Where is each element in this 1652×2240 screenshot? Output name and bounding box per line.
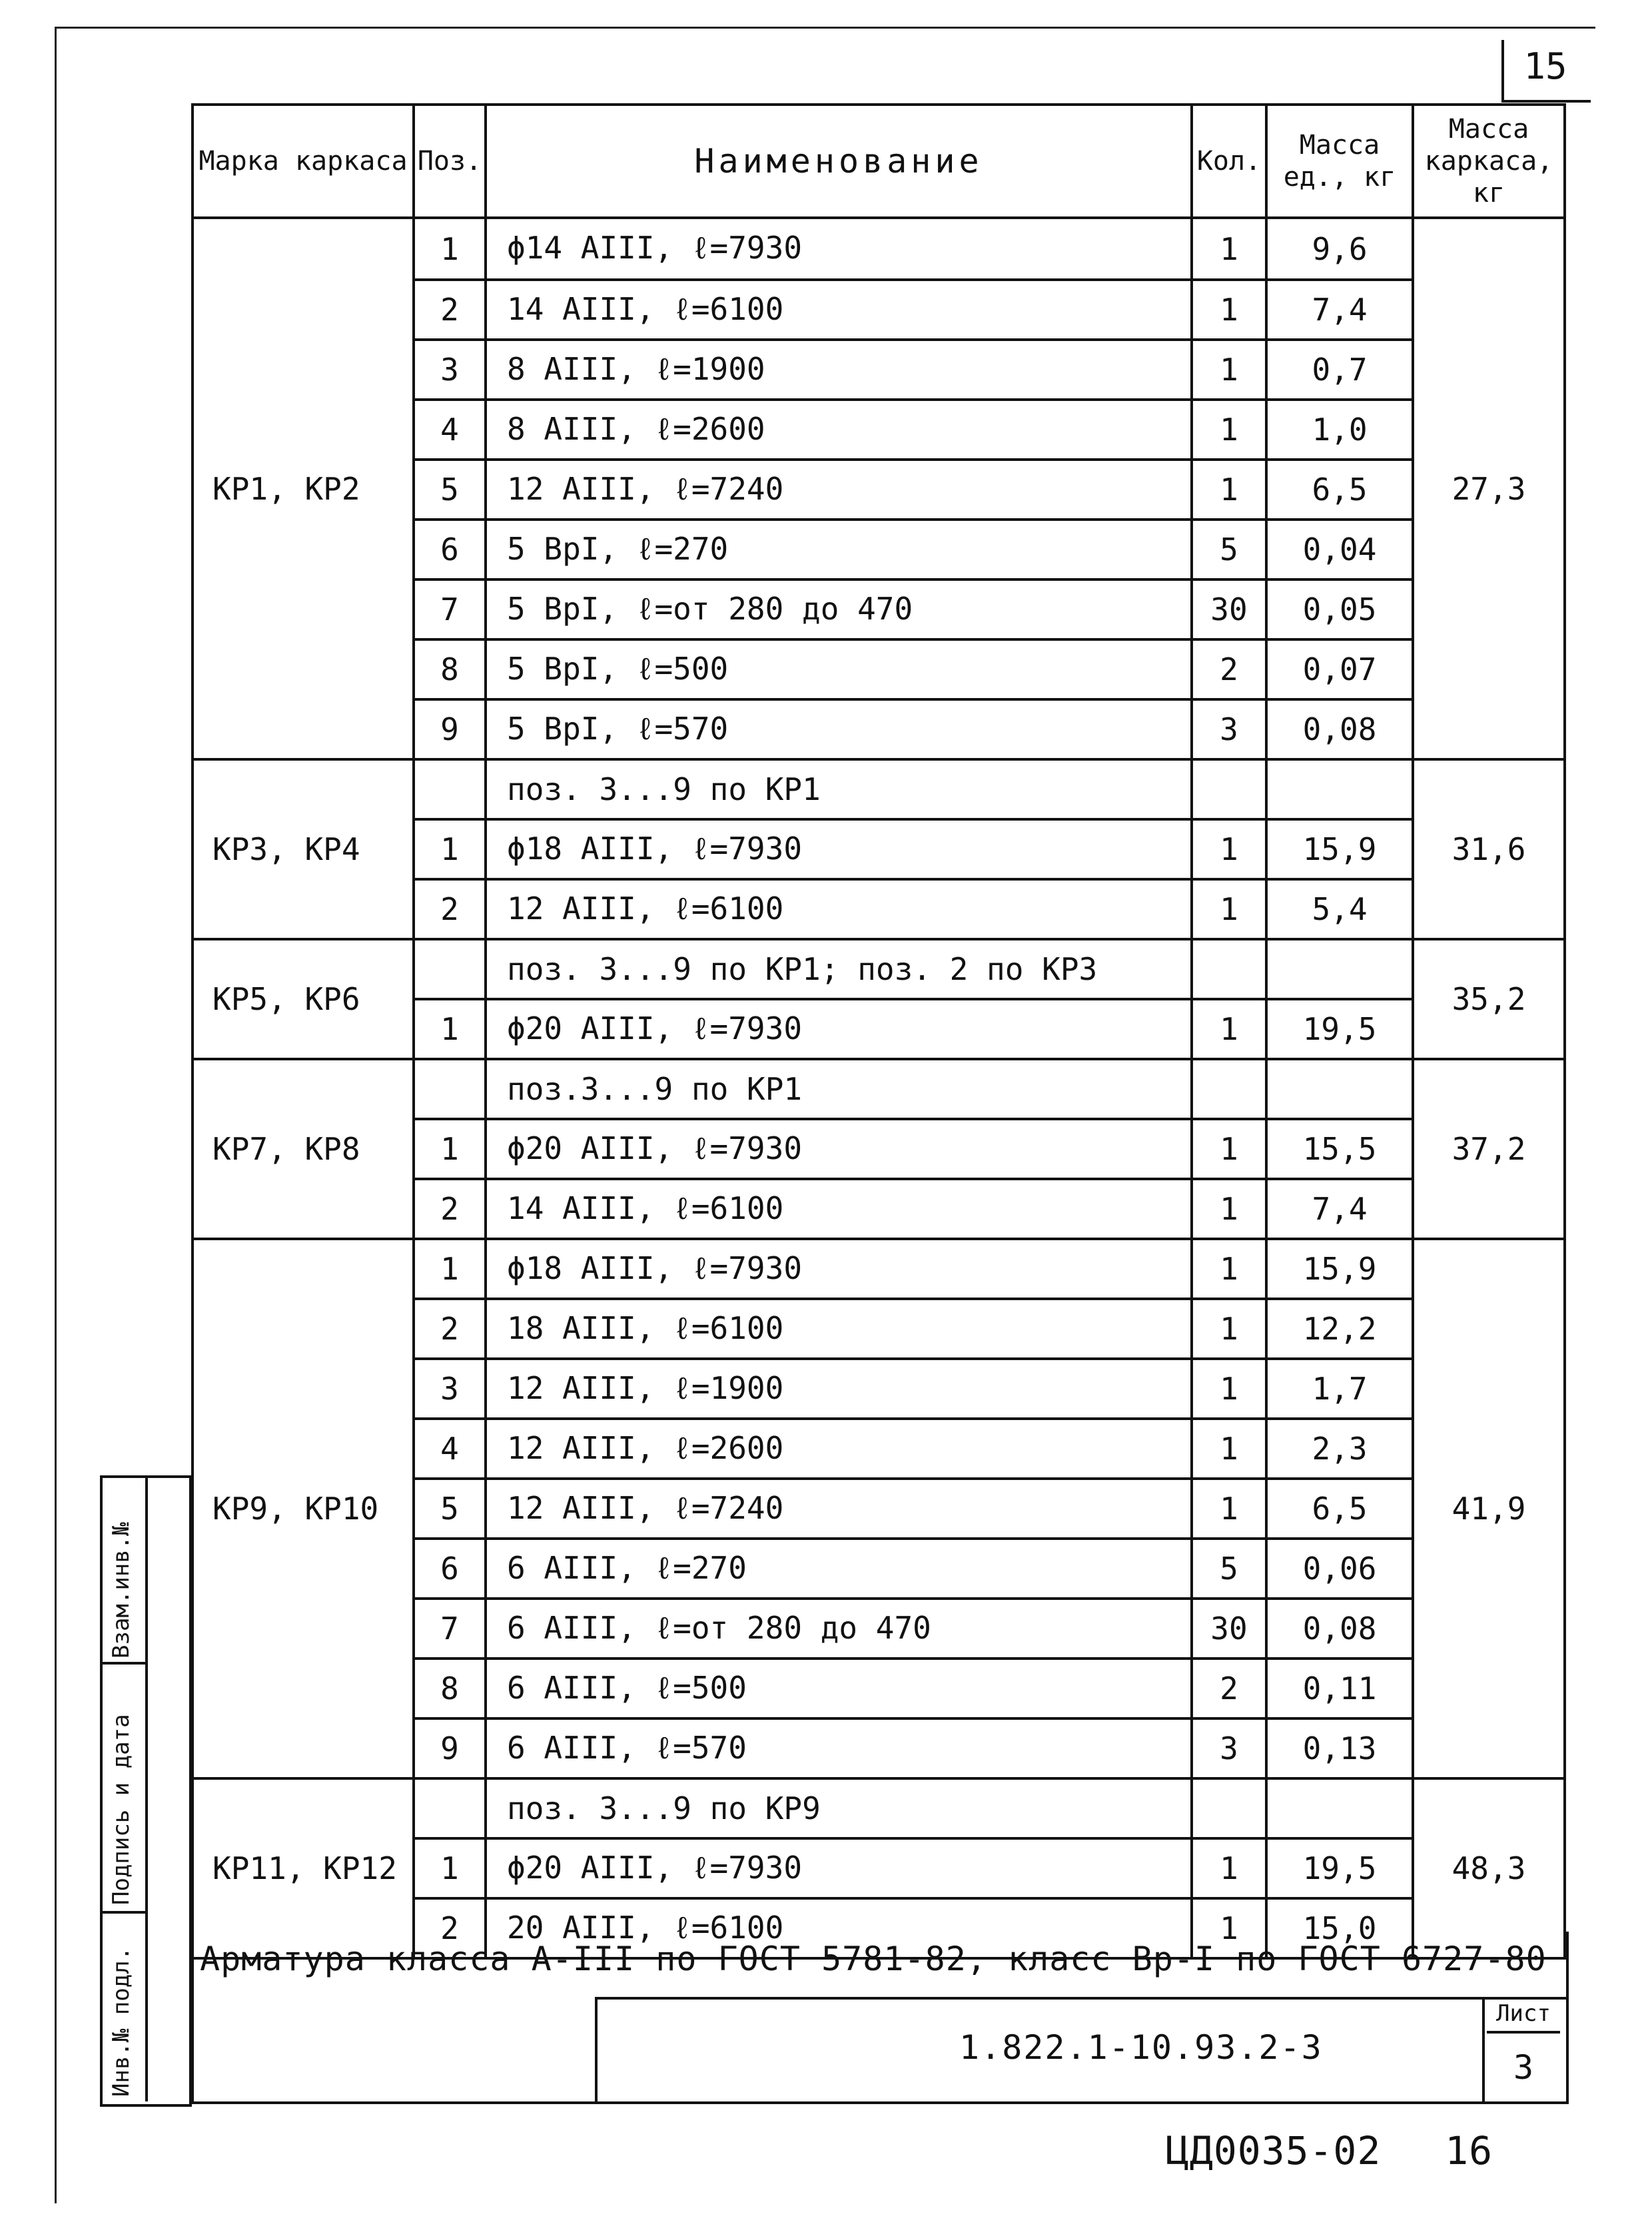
quantity: 1 [1192,1898,1266,1958]
quantity: 1 [1192,218,1266,280]
frame-mark: КР9, КР10 [193,1239,414,1778]
archive-code [1166,2128,1493,2173]
frame-mark: КР11, КР12 [193,1778,414,1958]
frame-mass: 27,3 [1413,218,1565,759]
position: 2 [414,280,486,340]
item-name: поз. 3...9 по КР1; поз. 2 по КР3 [486,939,1192,999]
unit-mass: 0,06 [1266,1539,1413,1599]
position: 3 [414,1359,486,1419]
position: 6 [414,1539,486,1599]
table-header-row [193,105,1565,218]
table-row [193,939,1565,999]
position: 7 [414,1599,486,1659]
specification-table [191,103,1566,1960]
position: 6 [414,520,486,579]
quantity: 2 [1192,1659,1266,1718]
quantity: 1 [1192,1239,1266,1299]
quantity: 30 [1192,579,1266,639]
header-qty: Кол. [1192,105,1266,218]
unit-mass: 9,6 [1266,218,1413,280]
position: 1 [414,999,486,1059]
side-label-replaced-inv: Взам.инв.№ [108,1522,135,1659]
item-name: 6 АIII, ℓ=500 [486,1659,1192,1718]
position: 8 [414,639,486,699]
unit-mass: 0,11 [1266,1659,1413,1718]
quantity [1192,939,1266,999]
position: 1 [414,1239,486,1299]
unit-mass [1266,759,1413,819]
quantity: 30 [1192,1599,1266,1659]
unit-mass: 5,4 [1266,879,1413,939]
position [414,939,486,999]
item-name: ϕ18 АIII, ℓ=7930 [486,1239,1192,1299]
side-label-inv-original: Инв.№ подл. [108,1946,135,2097]
table-row [193,1778,1565,1838]
item-name: 5 ВрI, ℓ=от 280 до 470 [486,579,1192,639]
quantity: 1 [1192,999,1266,1059]
unit-mass: 0,08 [1266,1599,1413,1659]
item-name: 5 ВрI, ℓ=270 [486,520,1192,579]
item-name: 5 ВрI, ℓ=500 [486,639,1192,699]
side-label-signature: Подпись и дата [108,1714,135,1905]
unit-mass: 12,2 [1266,1299,1413,1359]
table-row [193,218,1565,280]
quantity: 1 [1192,1179,1266,1239]
position: 2 [414,879,486,939]
frame-mark: КР3, КР4 [193,759,414,939]
unit-mass: 15,0 [1266,1898,1413,1958]
item-name: 8 АIII, ℓ=2600 [486,400,1192,460]
unit-mass: 0,13 [1266,1718,1413,1778]
quantity: 1 [1192,1419,1266,1479]
item-name: поз.3...9 по КР1 [486,1059,1192,1119]
header-name: Наименование [486,105,1192,218]
quantity: 1 [1192,1359,1266,1419]
quantity: 1 [1192,1838,1266,1898]
quantity: 1 [1192,460,1266,520]
page-number: 15 [1523,45,1567,87]
unit-mass [1266,939,1413,999]
frame-mark: КР5, КР6 [193,939,414,1059]
archive-code-text: ЦД0035-02 [1166,2128,1382,2173]
quantity: 5 [1192,1539,1266,1599]
unit-mass [1266,1778,1413,1838]
unit-mass: 19,5 [1266,1838,1413,1898]
unit-mass: 0,07 [1266,639,1413,699]
unit-mass: 15,9 [1266,1239,1413,1299]
item-name: 12 АIII, ℓ=1900 [486,1359,1192,1419]
item-name: поз. 3...9 по КР1 [486,759,1192,819]
position: 1 [414,1838,486,1898]
unit-mass: 0,08 [1266,699,1413,759]
item-name: ϕ20 АIII, ℓ=7930 [486,999,1192,1059]
quantity: 1 [1192,280,1266,340]
position: 2 [414,1299,486,1359]
table-row [193,759,1565,819]
quantity: 1 [1192,819,1266,879]
item-name: 12 АIII, ℓ=6100 [486,879,1192,939]
item-name: 6 АIII, ℓ=от 280 до 470 [486,1599,1192,1659]
position [414,1778,486,1838]
position: 4 [414,1419,486,1479]
header-frame-mass: Масса каркаса, кг [1413,105,1565,218]
position: 4 [414,400,486,460]
quantity: 1 [1192,340,1266,400]
position: 9 [414,699,486,759]
item-name: 8 АIII, ℓ=1900 [486,340,1192,400]
quantity: 1 [1192,1119,1266,1179]
quantity [1192,759,1266,819]
position: 7 [414,579,486,639]
frame-mass: 41,9 [1413,1239,1565,1778]
position [414,1059,486,1119]
archive-page: 16 [1445,2128,1493,2173]
frame-mass: 35,2 [1413,939,1565,1059]
unit-mass: 1,0 [1266,400,1413,460]
item-name: 12 АIII, ℓ=2600 [486,1419,1192,1479]
quantity [1192,1059,1266,1119]
unit-mass: 7,4 [1266,1179,1413,1239]
quantity: 2 [1192,639,1266,699]
unit-mass: 0,05 [1266,579,1413,639]
table-row [193,1239,1565,1299]
item-name: ϕ20 АIII, ℓ=7930 [486,1838,1192,1898]
position: 1 [414,218,486,280]
unit-mass [1266,1059,1413,1119]
position: 5 [414,1479,486,1539]
item-name: поз. 3...9 по КР9 [486,1778,1192,1838]
item-name: 5 ВрI, ℓ=570 [486,699,1192,759]
position: 1 [414,1119,486,1179]
frame-mass: 37,2 [1413,1059,1565,1239]
unit-mass: 15,9 [1266,819,1413,879]
header-pos: Поз. [414,105,486,218]
position: 8 [414,1659,486,1718]
frame-mass: 31,6 [1413,759,1565,939]
quantity: 1 [1192,1479,1266,1539]
unit-mass: 0,04 [1266,520,1413,579]
quantity [1192,1778,1266,1838]
unit-mass: 15,5 [1266,1119,1413,1179]
position: 3 [414,340,486,400]
unit-mass: 1,7 [1266,1359,1413,1419]
item-name: ϕ20 АIII, ℓ=7930 [486,1119,1192,1179]
position: 1 [414,819,486,879]
item-name: 6 АIII, ℓ=570 [486,1718,1192,1778]
table-row [193,1059,1565,1119]
quantity: 1 [1192,879,1266,939]
position: 2 [414,1898,486,1958]
item-name: 12 АIII, ℓ=7240 [486,1479,1192,1539]
header-mark: Марка каркаса [193,105,414,218]
frame-mark: КР1, КР2 [193,218,414,759]
quantity: 5 [1192,520,1266,579]
position: 5 [414,460,486,520]
item-name: 18 АIII, ℓ=6100 [486,1299,1192,1359]
item-name: ϕ14 АIII, ℓ=7930 [486,218,1192,280]
sheet-number: 3 [1513,2048,1534,2087]
position: 9 [414,1718,486,1778]
quantity: 1 [1192,1299,1266,1359]
item-name: 14 АIII, ℓ=6100 [486,280,1192,340]
position: 2 [414,1179,486,1239]
item-name: 14 АIII, ℓ=6100 [486,1179,1192,1239]
quantity: 1 [1192,400,1266,460]
quantity: 3 [1192,699,1266,759]
unit-mass: 7,4 [1266,280,1413,340]
item-name: 12 АIII, ℓ=7240 [486,460,1192,520]
document-number: 1.822.1-10.93.2-3 [959,2028,1323,2067]
unit-mass: 2,3 [1266,1419,1413,1479]
header-unit-mass: Масса ед., кг [1266,105,1413,218]
quantity: 3 [1192,1718,1266,1778]
item-name: 6 АIII, ℓ=270 [486,1539,1192,1599]
item-name: 20 АIII, ℓ=6100 [486,1898,1192,1958]
sheet-label: Лист [1487,2000,1560,2034]
unit-mass: 0,7 [1266,340,1413,400]
item-name: ϕ18 АIII, ℓ=7930 [486,819,1192,879]
reinforcement-note: Арматура класса А-III по ГОСТ 5781-82, класс Вр-I по ГОСТ 6727-80 [200,1940,1547,1978]
unit-mass: 6,5 [1266,460,1413,520]
frame-mark: КР7, КР8 [193,1059,414,1239]
unit-mass: 6,5 [1266,1479,1413,1539]
position [414,759,486,819]
unit-mass: 19,5 [1266,999,1413,1059]
frame-mass: 48,3 [1413,1778,1565,1958]
